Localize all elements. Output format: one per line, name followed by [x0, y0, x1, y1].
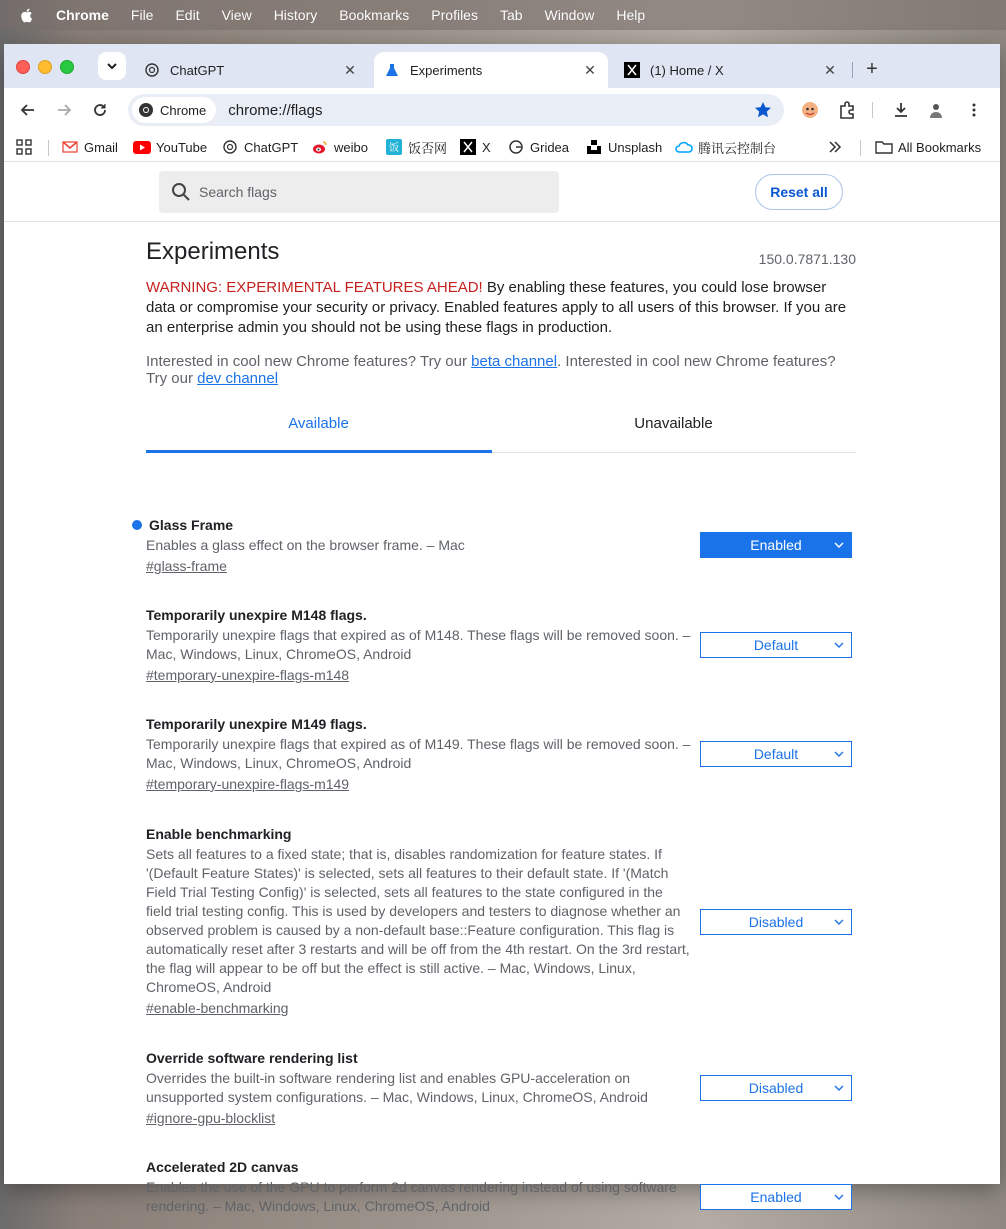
menu-help[interactable]: Help	[616, 7, 646, 23]
svg-text:饭: 饭	[389, 143, 399, 154]
tab-search-button[interactable]	[98, 52, 126, 80]
puzzle-icon	[838, 101, 856, 119]
window-controls	[16, 60, 74, 74]
download-icon	[892, 101, 910, 119]
double-chevron-right-icon	[828, 140, 842, 154]
dev-channel-link[interactable]: dev channel	[197, 370, 279, 387]
chevron-down-icon	[833, 916, 845, 928]
menu-chrome[interactable]: Chrome	[56, 7, 109, 23]
bookmark-unsplash[interactable]	[586, 138, 662, 156]
flag-title: Temporarily unexpire M148 flags.	[146, 607, 367, 623]
menu-tab[interactable]: Tab	[499, 7, 523, 23]
macos-menubar	[0, 0, 1006, 30]
chrome-menu-button[interactable]	[962, 98, 986, 122]
beta-channel-link[interactable]: beta channel	[471, 353, 558, 370]
flask-icon	[384, 62, 400, 78]
flag-title: Enable benchmarking	[146, 826, 292, 842]
version-label: 150.0.7871.130	[758, 251, 856, 267]
menu-history[interactable]: History	[273, 7, 318, 23]
all-bookmarks-label: All Bookmarks	[898, 139, 982, 155]
bookmark-gridea[interactable]	[508, 138, 569, 156]
youtube-icon	[134, 139, 150, 155]
tencent-cloud-icon	[676, 139, 692, 155]
flag-glass-frame	[146, 517, 856, 587]
flag-state-select[interactable]	[700, 532, 852, 558]
bookmarks-bar	[4, 132, 1000, 162]
site-chip[interactable]	[132, 97, 216, 123]
bookmark-label: Unsplash	[608, 139, 663, 155]
flag-description: Overrides the built-in software rendering list and enables GPU-acceleration on unsupported system configurations. – Mac, Windows, Linux, ChromeOS, Android	[146, 1070, 648, 1105]
site-chip-label: Chrome	[160, 102, 207, 118]
reload-button[interactable]	[88, 98, 112, 122]
warning-body: By enabling these features, you could lose browser data or compromise your security or privacy. Enabled features apply to all users of this browser. If you are an enterprise admin you should not be using these flags in production.	[146, 279, 847, 336]
flag-enable-benchmarking	[146, 826, 856, 1026]
flag-title: Override software rendering list	[146, 1050, 358, 1066]
folder-icon	[876, 139, 892, 155]
all-bookmarks-button[interactable]	[876, 138, 981, 156]
flag-state-select[interactable]	[700, 632, 852, 658]
address-bar[interactable]	[128, 94, 784, 126]
flag-permalink[interactable]: #glass-frame	[146, 558, 227, 574]
tab-label: (1) Home / X	[650, 62, 724, 78]
search-placeholder: Search flags	[199, 184, 277, 200]
avatar-extension-icon	[801, 101, 819, 119]
tab-unavailable[interactable]: Unavailable	[634, 415, 713, 432]
flags-page	[4, 162, 1000, 1214]
chevron-down-icon	[833, 748, 845, 760]
bookmark-tencent-cloud[interactable]	[676, 138, 776, 156]
bookmark-weibo[interactable]	[312, 138, 368, 156]
channel-info-text: . Interested in cool new Chrome features? Try our	[146, 353, 836, 387]
flag-unexpire-m148	[146, 607, 856, 693]
flags-list	[146, 162, 856, 1214]
bookmark-label: YouTube	[156, 139, 208, 155]
bookmarks-separator	[48, 140, 49, 156]
page-title: Experiments	[146, 238, 280, 265]
flag-state-value: Default	[753, 746, 799, 762]
forward-arrow-icon	[56, 102, 72, 118]
bookmark-fanfou[interactable]	[386, 138, 447, 156]
flag-override-software-rendering	[146, 1050, 856, 1136]
bookmark-label: Gmail	[84, 139, 118, 155]
back-arrow-icon	[20, 102, 36, 118]
flag-accelerated-2d-canvas	[146, 1159, 856, 1229]
tab-strip	[4, 44, 1000, 88]
more-vert-icon	[966, 102, 982, 118]
bookmark-label: X	[482, 139, 491, 155]
flag-state-select[interactable]	[700, 741, 852, 767]
warning-heading: WARNING: EXPERIMENTAL FEATURES AHEAD!	[146, 279, 483, 296]
chatgpt-icon	[222, 139, 238, 155]
bookmark-label: weibo	[334, 139, 368, 155]
close-window-button[interactable]	[16, 60, 30, 74]
channel-info-text: Interested in cool new Chrome features? Try our	[146, 353, 472, 370]
chrome-logo-icon	[138, 102, 154, 118]
maximize-window-button[interactable]	[60, 60, 74, 74]
back-button[interactable]	[16, 98, 40, 122]
close-icon[interactable]: ✕	[344, 61, 356, 78]
flag-title: Accelerated 2D canvas	[146, 1159, 299, 1175]
url-text[interactable]: chrome://flags	[228, 101, 323, 119]
close-icon[interactable]: ✕	[824, 61, 836, 78]
flag-description: Temporarily unexpire flags that expired as of M148. These flags will be removed soon. – Mac, Windows, Linux, ChromeOS, Android	[146, 627, 691, 662]
forward-button[interactable]	[52, 98, 76, 122]
close-icon[interactable]: ✕	[584, 61, 596, 78]
browser-toolbar	[4, 88, 1000, 132]
flag-state-select[interactable]	[700, 1075, 852, 1101]
menu-edit[interactable]: Edit	[175, 7, 200, 23]
more-bookmarks-button[interactable]	[828, 138, 842, 156]
bookmark-chatgpt[interactable]	[222, 138, 298, 156]
new-tab-button[interactable]: +	[866, 57, 878, 80]
browser-window	[4, 44, 1000, 1214]
apps-grid-icon	[16, 139, 32, 155]
chevron-down-icon	[106, 60, 118, 72]
tab-chatgpt[interactable]	[134, 52, 368, 88]
reset-all-button[interactable]: Reset all	[755, 174, 843, 210]
fanfou-icon	[386, 139, 402, 155]
flag-permalink[interactable]: #ignore-gpu-blocklist	[146, 1110, 276, 1126]
menu-view[interactable]: View	[221, 7, 252, 23]
flag-description: Enables a glass effect on the browser frame. – Mac	[146, 537, 465, 553]
tab-separator	[852, 62, 853, 78]
unsplash-icon	[586, 139, 602, 155]
flag-state-select[interactable]	[700, 1184, 852, 1210]
flag-title-text: Glass Frame	[149, 517, 234, 533]
downloads-button[interactable]	[889, 98, 913, 122]
flag-permalink[interactable]: #temporary-unexpire-flags-m149	[146, 776, 350, 792]
flag-description: Sets all features to a fixed state; that is, disables randomization for feature states. If '(Default Feature States)' is selected, sets all features to their default state. If '(Match Field Trial Testing Config)' is selected, sets all features to the state configured in the field trial testing config. This is used by developers and testers to diagnose whether an observed problem is caused by a non-default base::Feature configuration. This flag is automatically reset after 3 restarts and will be off from the 4th restart. On the 3rd restart, the flag will appear to be off but the effect is still active. – Mac, Windows, Linux, ChromeOS, Android	[146, 846, 690, 995]
minimize-window-button[interactable]	[38, 60, 52, 74]
chevron-down-icon	[833, 539, 845, 551]
chevron-down-icon	[833, 639, 845, 651]
menu-bookmarks[interactable]: Bookmarks	[339, 7, 410, 23]
chevron-down-icon	[833, 1082, 845, 1094]
gridea-icon	[508, 139, 524, 155]
apps-button[interactable]	[16, 138, 32, 156]
bookmark-label: 饭否网	[408, 140, 448, 156]
bookmark-youtube[interactable]	[134, 138, 207, 156]
modified-indicator	[132, 520, 142, 530]
flag-state-select[interactable]	[700, 909, 852, 935]
toolbar-separator	[872, 102, 873, 118]
flag-description: Enables the use of the GPU to perform 2d canvas rendering instead of using software rendering. – Mac, Windows, Linux, ChromeOS, Android	[146, 1179, 677, 1214]
extensions-button[interactable]	[835, 98, 859, 122]
menu-profiles[interactable]: Profiles	[431, 7, 478, 23]
bookmark-label: 腾讯云控制台	[698, 140, 777, 156]
flag-state-value: Enabled	[750, 1189, 802, 1205]
x-logo-icon	[624, 62, 640, 78]
flag-permalink[interactable]: #enable-benchmarking	[146, 1000, 289, 1016]
flag-permalink[interactable]: #temporary-unexpire-flags-m148	[146, 667, 350, 683]
flag-state-value: Disabled	[748, 1080, 804, 1096]
flag-title: Temporarily unexpire M149 flags.	[146, 716, 367, 732]
bookmark-label: Gridea	[530, 139, 570, 155]
chevron-down-icon	[833, 1191, 845, 1203]
bookmark-gmail[interactable]	[62, 138, 118, 156]
bookmarks-separator	[860, 140, 861, 156]
flag-state-value: Disabled	[748, 914, 804, 930]
tab-label: ChatGPT	[170, 62, 225, 78]
profile-extension-button[interactable]	[798, 98, 822, 122]
flag-title	[146, 517, 856, 533]
flag-description: Temporarily unexpire flags that expired as of M149. These flags will be removed soon. – Mac, Windows, Linux, ChromeOS, Android	[146, 736, 691, 771]
flag-state-value: Default	[753, 637, 799, 653]
bookmark-star-icon[interactable]	[754, 101, 772, 119]
menu-file[interactable]: File	[130, 7, 154, 23]
menu-window[interactable]: Window	[544, 7, 595, 23]
profile-button[interactable]	[924, 98, 948, 122]
flag-state-value: Enabled	[750, 537, 802, 553]
flag-unexpire-m149	[146, 716, 856, 802]
bookmark-x[interactable]	[460, 138, 491, 156]
apple-logo-icon[interactable]	[18, 6, 36, 24]
chatgpt-icon	[144, 62, 160, 78]
x-logo-icon	[460, 139, 476, 155]
tab-available[interactable]: Available	[288, 415, 349, 432]
weibo-icon	[312, 139, 328, 155]
reload-icon	[92, 102, 108, 118]
bookmark-label: ChatGPT	[244, 139, 299, 155]
tab-experiments[interactable]	[374, 52, 608, 88]
tab-x-home[interactable]	[614, 52, 848, 88]
avatar-icon	[927, 101, 945, 119]
gmail-icon	[62, 139, 78, 155]
tab-label: Experiments	[410, 62, 483, 78]
